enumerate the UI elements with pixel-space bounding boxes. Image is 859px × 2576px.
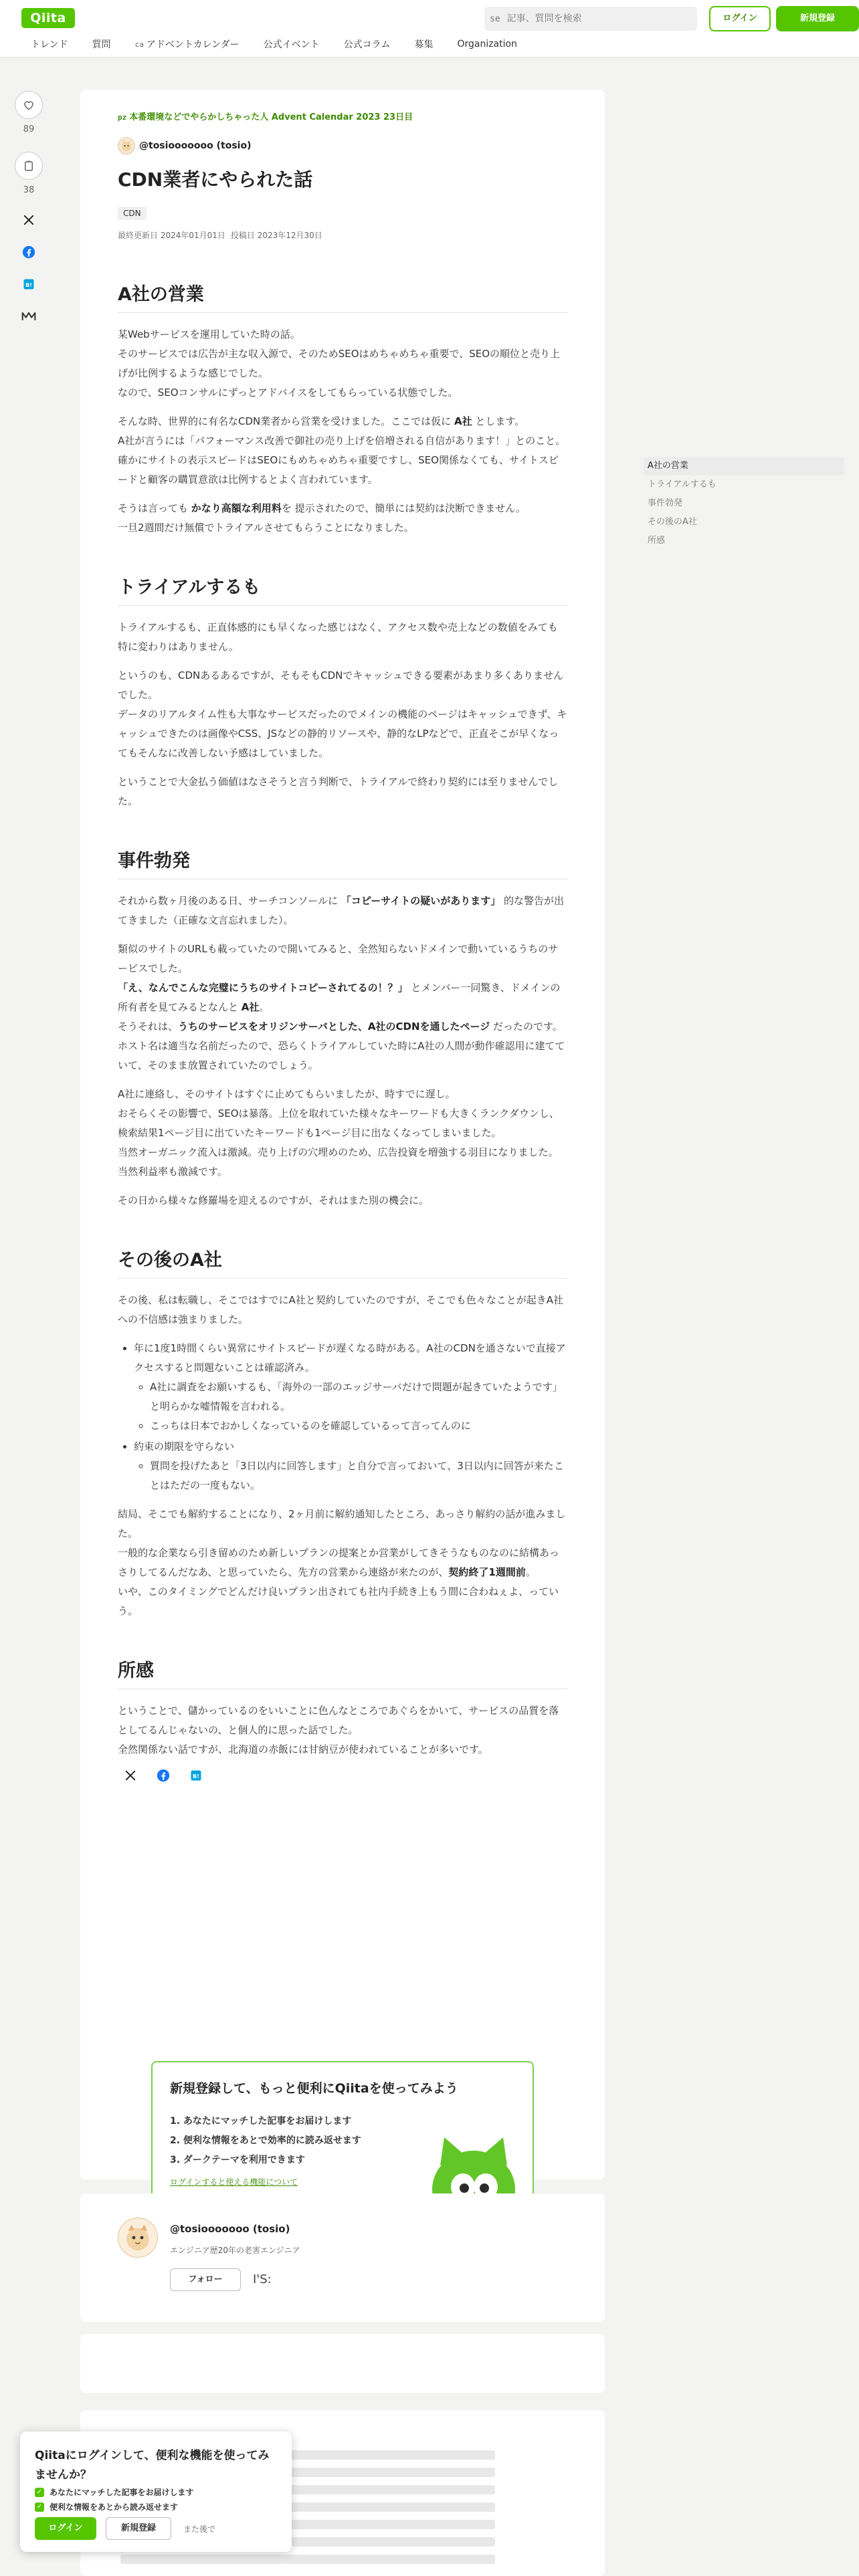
paragraph: そうは言っても かなり高額な利用料を 提示されたので、簡単には契約は決断できません。 一旦2週間だけ無償でトライアルさせてもらうことになりました。 (118, 502, 527, 534)
section-incident (118, 846, 567, 1210)
popup-benefit: ✓ 便利な情報をあとから読み返せます (35, 2501, 178, 2512)
share-misskey-button[interactable] (15, 306, 43, 326)
share-x-button[interactable] (15, 210, 43, 230)
cat-avatar-icon (122, 2222, 154, 2254)
toc-item[interactable]: 事件勃発 (648, 498, 683, 508)
paragraph: ということで、儲かっているのをいいことに色んなところであぐらをかいて、サービスの品質を落としてるんじゃないの、と個人的に思った話でした。 全然関係ない話ですが、北海道の赤飯には甘納豆が使われていることが多いです。 (118, 1705, 559, 1755)
section-afterwards (118, 1245, 567, 1621)
list-item: ◦ こっちは日本でおかしくなっているのを確認しているって言ってんのに (150, 1416, 567, 1436)
toc-item[interactable]: その後のA社 (648, 517, 697, 527)
cta-features-link[interactable]: ログインすると使える機能について (170, 2177, 298, 2187)
skeleton-line (120, 2555, 495, 2564)
section-heading: トライアルするも (118, 572, 567, 606)
nav-organization[interactable]: Organization (457, 39, 517, 49)
calendar-icon: ca (134, 39, 144, 49)
toc-item[interactable]: トライアルするも (648, 479, 717, 490)
hatena-bookmark-icon (190, 1769, 202, 1782)
cta-benefits: 1. あなたにマッチした記事をお届けします 2. 便利な情報をあとで効率的に読み返せます 3. ダークテーマを利用できます (170, 2116, 361, 2165)
paragraph: 類似のサイトのURLも載っていたので開いてみると、全然知らないドメインで動いているうちのサービスでした。 「え、なんでこんな完璧にうちのサイトコピーされてるの！？」 とメンバー一同驚き、ドメインの所有者を見てみるとなんと A社。 そうそれは、うちのサービスをオリジンサーバとした、A社のCDNを通したページ だったのです。 ホスト名は適当な名前だったので、恐らくトライアルしていた時にA社の人間が動作確認用に建てていて、そのまま放置されていたのでしょう。 (118, 943, 565, 1071)
bottom-share (118, 1769, 567, 1785)
share-x-bottom[interactable] (124, 1769, 136, 1784)
author-link[interactable]: @tosiooooooo (tosio) (118, 137, 567, 154)
check-icon: ✓ (35, 2502, 44, 2512)
like-button[interactable] (15, 91, 43, 119)
facebook-icon (22, 245, 35, 259)
nav-columns[interactable]: 公式コラム (343, 39, 391, 50)
x-icon (124, 1769, 136, 1782)
article-title: CDN業者にやられた話 (118, 169, 313, 191)
section-sales (118, 280, 567, 538)
paragraph: A社に連絡し、そのサイトはすぐに止めてもらいましたが、時すでに遅し。 おそらくその影響で、SEOは暴落。上位を取れていた様々なキーワードも大きくランクダウンし、検索結果1ページ目に出ていたキーワードも1ページ目に出なくなってしまいました。 当然オーガニック流入は激減。売り上げの穴埋めのため、広告投資を増強する羽目になりました。 当然利益率も激減です。 (118, 1088, 559, 1178)
follow-button[interactable]: フォロー (170, 2268, 241, 2291)
avatar (118, 137, 135, 154)
toc-item[interactable]: A社の営業 (644, 457, 844, 475)
check-icon: ✓ (35, 2488, 44, 2497)
cat-avatar-icon (120, 139, 133, 152)
article-card (80, 90, 605, 2187)
toc-item[interactable]: 所感 (648, 536, 666, 546)
misskey-icon (21, 311, 36, 322)
section-trial (118, 572, 567, 811)
author-bio: エンジニア歴20年の老害エンジニア (170, 2246, 300, 2255)
paragraph: というのも、CDNあるあるですが、そもそもCDNでキャッシュできる要素があまり多くありませんでした。 データのリアルタイム性も大事なサービスだったのでメインの機能のページはキャッシュできず、キャッシュできたのは画像やCSS、JSなどの静的リソースや、静的なLPなどで、正直そこが早くなってもそんなに改善しない予感はしていました。 (118, 669, 567, 759)
paragraph: その日から様々な修羅場を迎えるのですが、それはまた別の機会に。 (118, 1194, 430, 1206)
nav-events[interactable]: 公式イベント (263, 39, 320, 50)
svg-text:B!: B! (25, 281, 33, 288)
issue-list (118, 1339, 567, 1495)
search-input[interactable] (507, 13, 681, 24)
signup-button[interactable]: 新規登録 (776, 6, 859, 31)
nav-recruit[interactable]: 募集 (414, 39, 434, 50)
paragraph: それから数ヶ月後のある日、サーチコンソールに 「コピーサイトの疑いがあります」 的な警告が出てきました（正確な文言忘れました）。 (118, 895, 565, 926)
popup-signup-button[interactable]: 新規登録 (106, 2517, 171, 2540)
advent-icon: pz (118, 113, 127, 122)
popup-title: Qiitaにログインして、便利な機能を使ってみませんか？ (35, 2449, 270, 2482)
login-prompt (20, 2432, 292, 2552)
placeholder-card (80, 2334, 605, 2393)
article-actions (15, 91, 43, 326)
stock-count: 38 (23, 185, 35, 195)
popup-later-link[interactable]: また後で (183, 2525, 216, 2534)
paragraph: トライアルするも、正直体感的にも早くなった感じはなく、アクセス数や売上などの数値をみても特に変わりはありません。 (118, 621, 558, 653)
paragraph: その後、私は転職し、そこではすでにA社と契約していたのですが、そこでも色々なことが起きA社への不信感は強まりました。 (118, 1294, 563, 1325)
nav-advent-calendar[interactable]: ca アドベントカレンダー (134, 39, 240, 50)
section-thoughts (118, 1656, 567, 1759)
share-hatena-button[interactable] (15, 274, 43, 294)
paragraph: そんな時、世界的に有名なCDN業者から営業を受けました。ここでは仮に A社 とします。 A社が言うには「パフォーマンス改善で御社の売り上げを倍増される自信があります！」とのこと。 確かにサイトの表示スピードはSEOにもめちゃめちゃ重要ですし、SEO関係なくても、サイトスピードと顧客の購買意欲は比例するとよく言われています。 (118, 415, 566, 486)
author-card (80, 2193, 605, 2322)
paragraph: 結局、そこでも解約することになり、2ヶ月前に解約通知したところ、あっさり解約の話が進みました。 一般的な企業なら引き留めのため新しいプランの提案とか営業がしてきそうなものなのに結構あっさりしてるんだなあ、と思っていたら、先方の営業から連絡が来たのが、契約終了1週間前。 いや、このタイミングでどんだけ良いプラン出されても社内手続き上もう間に合わねぇよ、っていう。 (118, 1508, 566, 1617)
nav-questions[interactable]: 質問 (92, 39, 111, 50)
stock-button[interactable] (15, 152, 43, 180)
list-item: • 年に1度1時間くらい異常にサイトスピードが遅くなる時がある。A社のCDNを通さないで直接アクセスすると問題ないことは確認済み。 ◦ A社に調査をお願いするも、「海外の一部のエッジサーバだけで問題が起きていたようです」と明らかな嘘情報を言われる。 ◦ こっちは日本でおかしくなっているのを確認しているって言ってんのに (134, 1339, 567, 1436)
like-count: 89 (23, 124, 35, 134)
facebook-icon (157, 1769, 170, 1782)
section-heading: 事件勃発 (118, 846, 567, 879)
author-org-mark: I'S: (253, 2272, 272, 2286)
article-body (118, 110, 567, 1785)
section-heading: その後のA社 (118, 1245, 567, 1279)
share-facebook-button[interactable] (15, 242, 43, 262)
qiita-logo[interactable]: Qiita (21, 8, 75, 28)
list-item: • 約束の期限を守らない ◦ 質問を投げたあと「3日以内に回答します」と自分で言っておいて、3日以内に回答が来たことはただの一度もない。 (134, 1437, 567, 1495)
nav-trend[interactable]: トレンド (31, 39, 68, 50)
table-of-contents (644, 457, 844, 550)
popup-login-button[interactable]: ログイン (35, 2517, 96, 2540)
share-hatena-bottom[interactable] (190, 1769, 202, 1784)
popup-benefit: ✓ あなたにマッチした記事をお届けします (35, 2486, 194, 2498)
article-dates: 最終更新日 2024年01月01日 投稿日 2023年12月30日 (118, 231, 322, 240)
svg-text:B!: B! (192, 1772, 200, 1780)
folder-icon (23, 160, 34, 172)
heart-icon (23, 99, 35, 111)
list-item: ◦ 質問を投げたあと「3日以内に回答します」と自分で言っておいて、3日以内に回答が来たことはただの一度もない。 (150, 1457, 567, 1495)
list-item: ◦ A社に調査をお願いするも、「海外の一部のエッジサーバだけで問題が起きていたようです」と明らかな嘘情報を言われる。 (150, 1378, 567, 1416)
x-icon (23, 214, 35, 226)
login-button[interactable]: ログイン (709, 6, 771, 31)
tag-cdn[interactable]: CDN (118, 207, 147, 220)
share-facebook-bottom[interactable] (157, 1769, 170, 1785)
paragraph: ということで大金払う価値はなさそうと言う判断で、トライアルで終わり契約には至りませんでした。 (118, 776, 559, 807)
author-name[interactable]: @tosiooooooo (tosio) (170, 2223, 290, 2235)
search-box[interactable] (484, 7, 697, 31)
top-header (0, 0, 859, 58)
cta-title: 新規登録して、もっと便利にQiitaを使ってみよう (170, 2081, 458, 2096)
author-avatar[interactable] (118, 2218, 158, 2258)
main-nav (31, 37, 541, 51)
paragraph: 某Webサービスを運用していた時の話。 そのサービスでは広告が主な収入源で、そのためSEOはめちゃめちゃ重要で、SEOの順位と売り上げが比例するような感じでした。 なので、SEOコンサルにずっとアドバイスをしてもらっている状態でした。 (118, 328, 561, 399)
advent-calendar-link[interactable]: pz 本番環境などでやらかしちゃった人 Advent Calendar 2023 23日目 (118, 112, 413, 122)
search-icon: se (490, 13, 500, 24)
hatena-bookmark-icon (23, 278, 35, 290)
section-heading: A社の営業 (118, 280, 567, 313)
section-heading: 所感 (118, 1656, 567, 1689)
